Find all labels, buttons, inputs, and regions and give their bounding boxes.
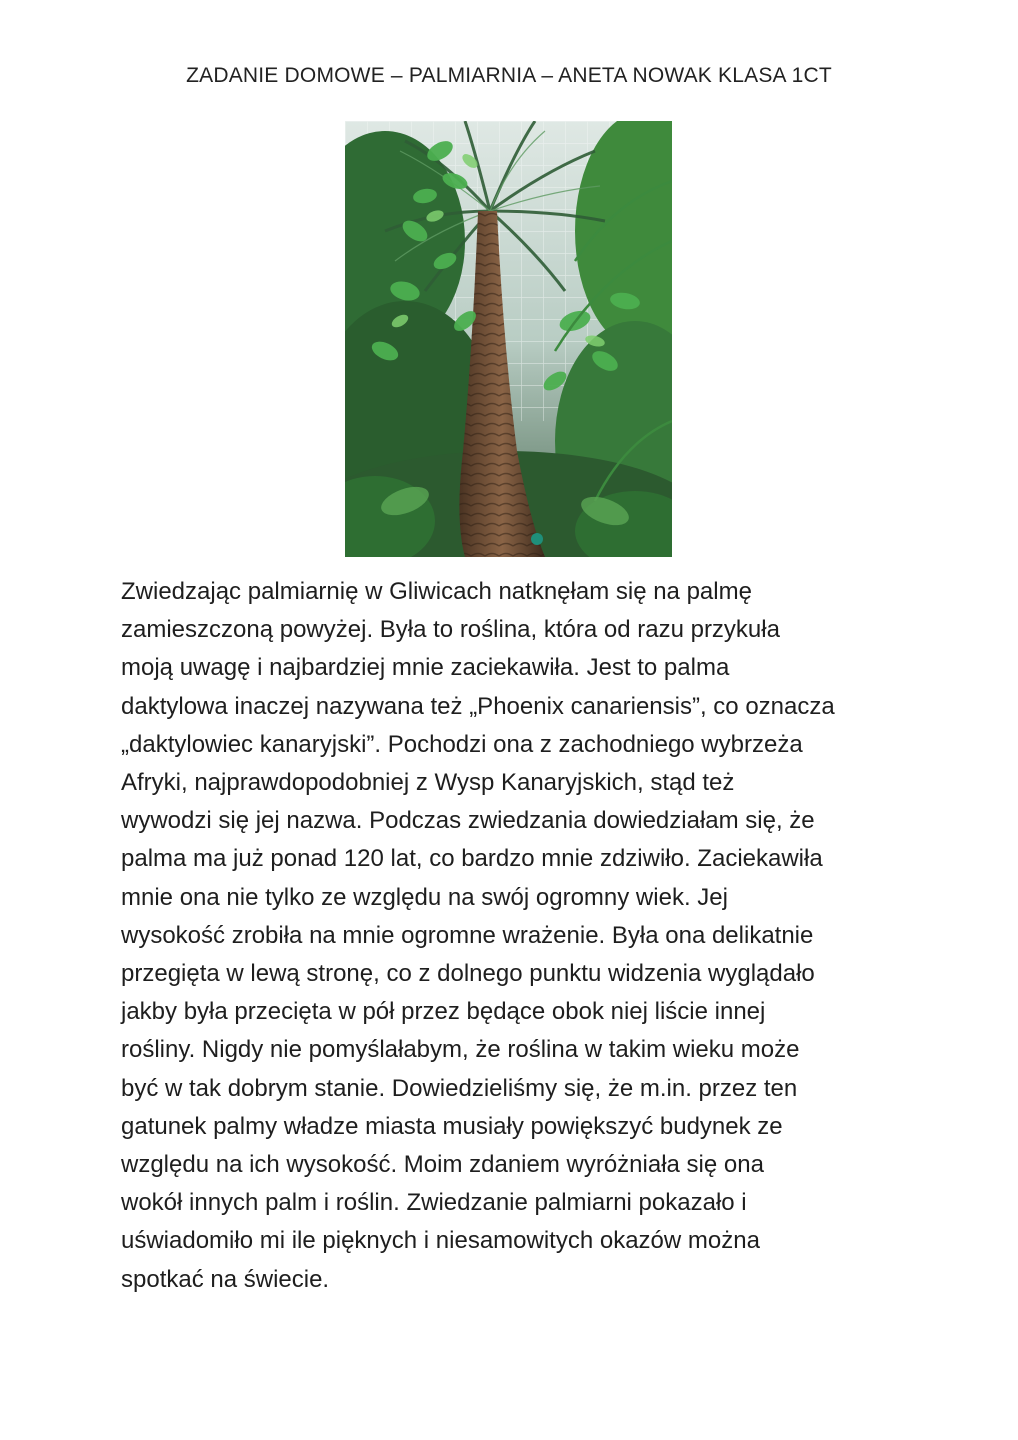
paragraph-line: gatunek palmy władze miasta musiały powiększyć budynek ze [121, 1112, 783, 1140]
paragraph-line: wywodzi się jej nazwa. Podczas zwiedzania dowiedziałam się, że [121, 807, 815, 835]
paragraph-line: uświadomiło mi ile pięknych i niesamowitych okazów można [121, 1227, 760, 1255]
paragraph-line: Zwiedzając palmiarnię w Gliwicach natknęłam się na palmę [121, 578, 752, 605]
paragraph-line: mnie ona nie tylko ze względu na swój ogromny wiek. Jej [121, 883, 728, 911]
paragraph-line: być w tak dobrym stanie. Dowiedzieliśmy się, że m.in. przez ten [121, 1074, 798, 1102]
paragraph-line: przegięta w lewą stronę, co z dolnego punktu widzenia wyglądało [121, 960, 815, 988]
paragraph-line: Afryki, najprawdopodobniej z Wysp Kanaryjskich, stąd też [121, 769, 735, 797]
paragraph-line: moją uwagę i najbardziej mnie zaciekawiła. Jest to palma [121, 654, 730, 682]
paragraph-line: „daktylowiec kanaryjski”. Pochodzi ona z zachodniego wybrzeża [121, 730, 803, 758]
paragraph-line: względu na ich wysokość. Moim zdaniem wyróżniała się ona [121, 1151, 764, 1179]
page-title: ZADANIE DOMOWE – PALMIARNIA – ANETA NOWAK KLASA 1CT [186, 64, 832, 87]
palm-tree-photo [345, 121, 672, 557]
paragraph-line: rośliny. Nigdy nie pomyślałabym, że roślina w takim wieku może [121, 1036, 800, 1064]
body-paragraph [121, 573, 911, 1299]
paragraph-line: daktylowa inaczej nazywana też „Phoenix canariensis”, co oznacza [121, 692, 835, 720]
paragraph-line: wysokość zrobiła na mnie ogromne wrażenie. Była ona delikatnie [121, 921, 814, 949]
palm-tree-image [345, 121, 672, 557]
paragraph-line: wokół innych palm i roślin. Zwiedzanie palmiarni pokazało i [121, 1189, 747, 1217]
paragraph-line: spotkać na świecie. [121, 1265, 330, 1293]
paragraph-line: palma ma już ponad 120 lat, co bardzo mnie zdziwiło. Zaciekawiła [121, 845, 823, 873]
paragraph-line: zamieszczoną powyżej. Była to roślina, która od razu przykuła [121, 616, 780, 644]
paragraph-line: jakby była przecięta w pół przez będące obok niej liście innej [121, 998, 766, 1026]
